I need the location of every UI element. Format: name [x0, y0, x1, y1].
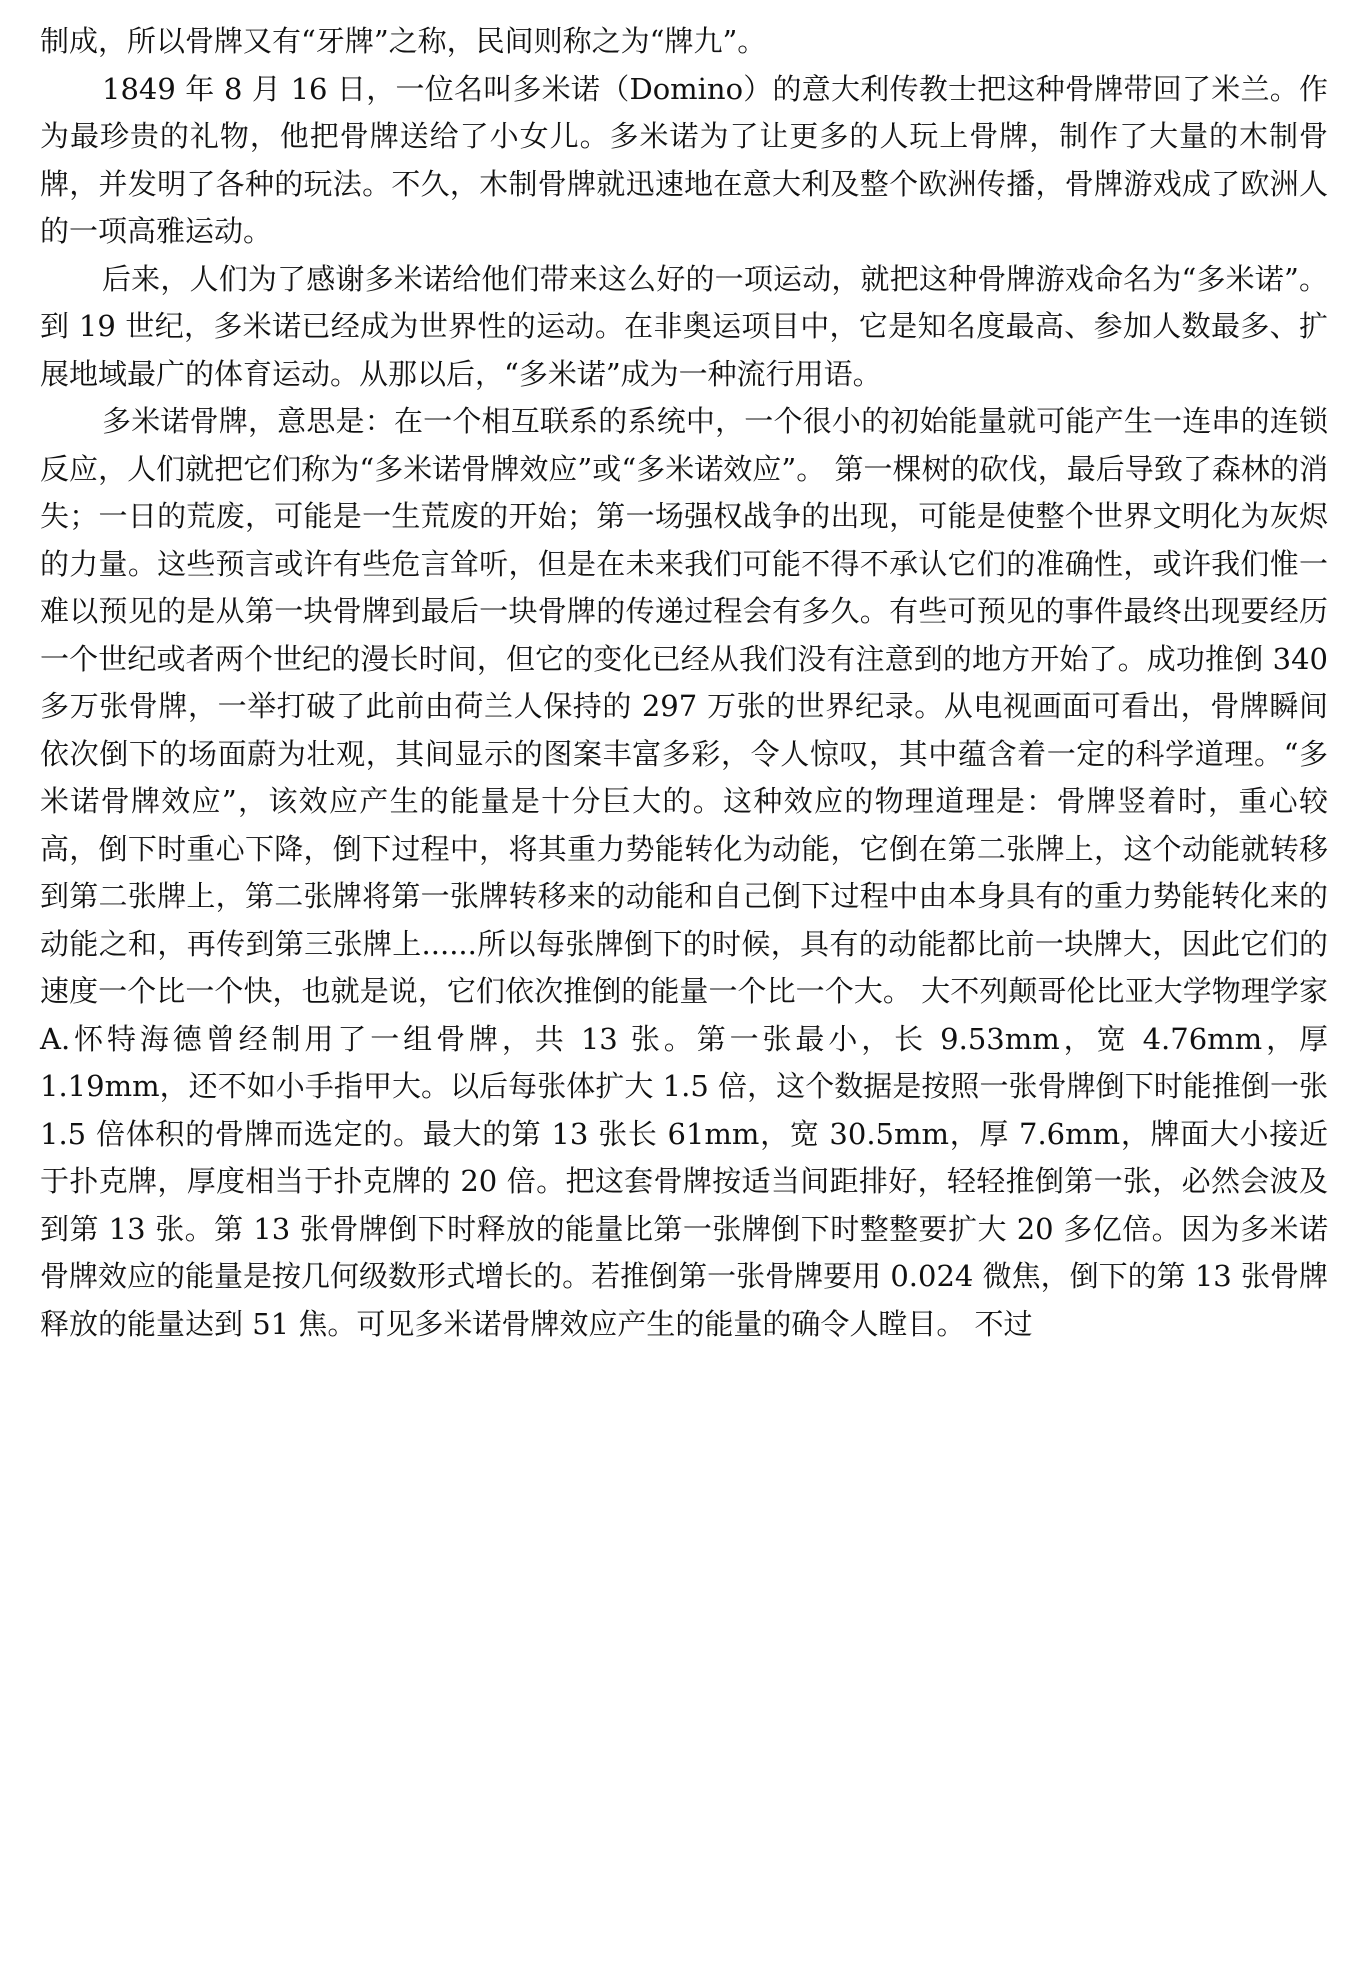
- paragraph-continuation: 制成，所以骨牌又有“牙牌”之称，民间则称之为“牌九”。: [40, 24, 767, 58]
- paragraph-domino-effect: 多米诺骨牌，意思是：在一个相互联系的系统中，一个很小的初始能量就可能产生一连串的连锁反应，人们就把它们称为“多米诺骨牌效应”或“多米诺效应”。 第一棵树的砍伐，最后导致了森林的消失；一日的荒废，可能是一生荒废的开始；第一场强权战争的出现，可能是使整个世界文明化为灰烬的力量。这些预言或许有些危言耸听，但是在未来我们可能不得不承认它们的准确性，或许我们惟一难以预见的是从第一块骨牌到最后一块骨牌的传递过程会有多久。有些可预见的事件最终出现要经历一个世纪或者两个世纪的漫长时间，但它的变化已经从我们没有注意到的地方开始了。成功推倒 340 多万张骨牌，一举打破了此前由荷兰人保持的 297 万张的世界纪录。从电视画面可看出，骨牌瞬间依次倒下的场面蔚为壮观，其间显示的图案丰富多彩，令人惊叹，其中蕴含着一定的科学道理。“多米诺骨牌效应”，该效应产生的能量是十分巨大的。这种效应的物理道理是：骨牌竖着时，重心较高，倒下时重心下降，倒下过程中，将其重力势能转化为动能，它倒在第二张牌上，这个动能就转移到第二张牌上，第二张牌将第一张牌转移来的动能和自己倒下过程中由本身具有的重力势能转化来的动能之和，再传到第三张牌上......所以每张牌倒下的时候，具有的动能都比前一块牌大，因此它们的速度一个比一个快，也就是说，它们依次推倒的能量一个比一个大。 大不列颠哥伦比亚大学物理学家 A.怀特海德曾经制用了一组骨牌，共 13 张。第一张最小，长 9.53mm，宽 4.76mm，厚 1.19mm，还不如小手指甲大。以后每张体扩大 1.5 倍，这个数据是按照一张骨牌倒下时能推倒一张 1.5 倍体积的骨牌而选定的。最大的第 13 张长 61mm，宽 30.5mm，厚 7.6mm，牌面大小接近于扑克牌，厚度相当于扑克牌的 20 倍。把这套骨牌按适当间距排好，轻轻推倒第一张，必然会波及到第 13 张。第 13 张骨牌倒下时释放的能量比第一张牌倒下时整整要扩大 20 多亿倍。因为多米诺骨牌效应的能量是按几何级数形式增长的。若推倒第一张骨牌要用 0.024 微焦，倒下的第 13 张骨牌释放的能量达到 51 焦。可见多米诺骨牌效应产生的能量的确令人瞠目。 不过: [40, 404, 1328, 1341]
- paragraph-domino-history: 1849 年 8 月 16 日，一位名叫多米诺（Domino）的意大利传教士把这种骨牌带回了米兰。作为最珍贵的礼物，他把骨牌送给了小女儿。多米诺为了让更多的人玩上骨牌，制作了大量的木制骨牌，并发明了各种的玩法。不久，木制骨牌就迅速地在意大利及整个欧洲传播，骨牌游戏成了欧洲人的一项高雅运动。: [40, 71, 1328, 248]
- document-page: [40, 18, 1328, 1348]
- paragraph-domino-naming: 后来，人们为了感谢多米诺给他们带来这么好的一项运动，就把这种骨牌游戏命名为“多米诺”。到 19 世纪，多米诺已经成为世界性的运动。在非奥运项目中，它是知名度最高、参加人数最多、扩展地域最广的体育运动。从那以后，“多米诺”成为一种流行用语。: [40, 261, 1328, 391]
